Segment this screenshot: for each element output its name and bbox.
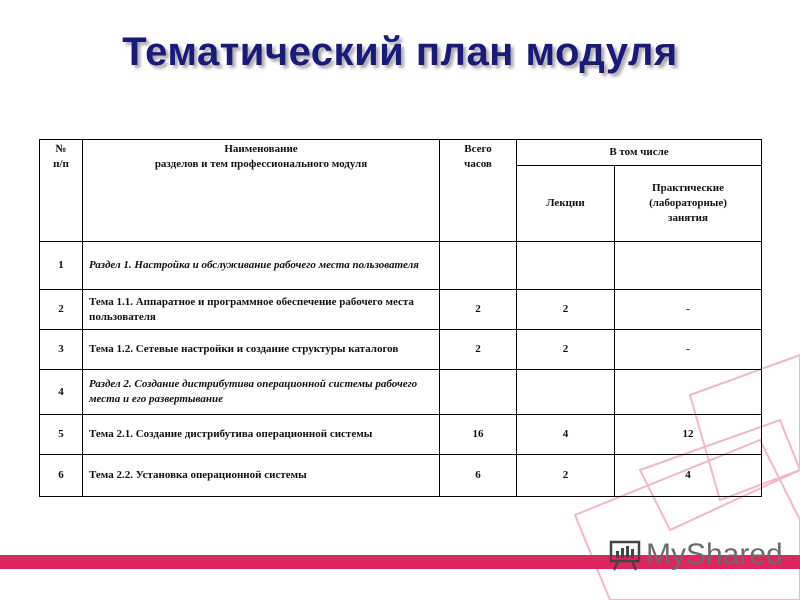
myshared-logo[interactable] bbox=[608, 535, 783, 575]
row-practical bbox=[615, 242, 762, 290]
table-row bbox=[40, 330, 762, 370]
table-row bbox=[40, 455, 762, 497]
row-name: Тема 1.2. Сетевые настройки и создание структуры каталогов bbox=[83, 330, 440, 370]
row-lectures: 2 bbox=[517, 290, 615, 330]
presentation-board-icon bbox=[608, 538, 642, 572]
row-practical: - bbox=[615, 290, 762, 330]
page-title: Тематический план модуля bbox=[122, 30, 678, 74]
table-row bbox=[40, 290, 762, 330]
row-num: 3 bbox=[40, 330, 83, 370]
header-including: В том числе bbox=[517, 140, 762, 166]
row-num: 6 bbox=[40, 455, 83, 497]
row-num: 1 bbox=[40, 242, 83, 290]
row-num: 5 bbox=[40, 415, 83, 455]
row-name: Раздел 2. Создание дистрибутива операционной системы рабочего места и его развертывание bbox=[83, 370, 440, 415]
row-lectures: 2 bbox=[517, 455, 615, 497]
row-practical: 12 bbox=[615, 415, 762, 455]
table-row bbox=[40, 370, 762, 415]
row-lectures bbox=[517, 242, 615, 290]
logo-text: MyShared bbox=[646, 538, 783, 571]
row-lectures: 2 bbox=[517, 330, 615, 370]
row-total: 16 bbox=[440, 415, 517, 455]
row-total bbox=[440, 370, 517, 415]
row-total: 6 bbox=[440, 455, 517, 497]
row-total: 2 bbox=[440, 290, 517, 330]
row-total: 2 bbox=[440, 330, 517, 370]
row-total bbox=[440, 242, 517, 290]
row-name: Тема 2.2. Установка операционной системы bbox=[83, 455, 440, 497]
row-lectures bbox=[517, 370, 615, 415]
row-practical: - bbox=[615, 330, 762, 370]
header-lectures: Лекции bbox=[517, 166, 615, 242]
table-header-row bbox=[40, 140, 762, 166]
row-name: Тема 1.1. Аппаратное и программное обеспечение рабочего места пользователя bbox=[83, 290, 440, 330]
row-name: Тема 2.1. Создание дистрибутива операционной системы bbox=[83, 415, 440, 455]
header-total-hours: Всего часов bbox=[440, 140, 517, 242]
row-num: 4 bbox=[40, 370, 83, 415]
header-practical: Практические (лабораторные) занятия bbox=[615, 166, 762, 242]
header-num: № п/п bbox=[40, 140, 83, 242]
row-practical: 4 bbox=[615, 455, 762, 497]
row-lectures: 4 bbox=[517, 415, 615, 455]
row-num: 2 bbox=[40, 290, 83, 330]
table-row bbox=[40, 415, 762, 455]
table-row bbox=[40, 242, 762, 290]
header-name: Наименование разделов и тем профессионального модуля bbox=[83, 140, 440, 242]
row-name: Раздел 1. Настройка и обслуживание рабочего места пользователя bbox=[83, 242, 440, 290]
row-practical bbox=[615, 370, 762, 415]
thematic-plan-table bbox=[39, 139, 762, 497]
